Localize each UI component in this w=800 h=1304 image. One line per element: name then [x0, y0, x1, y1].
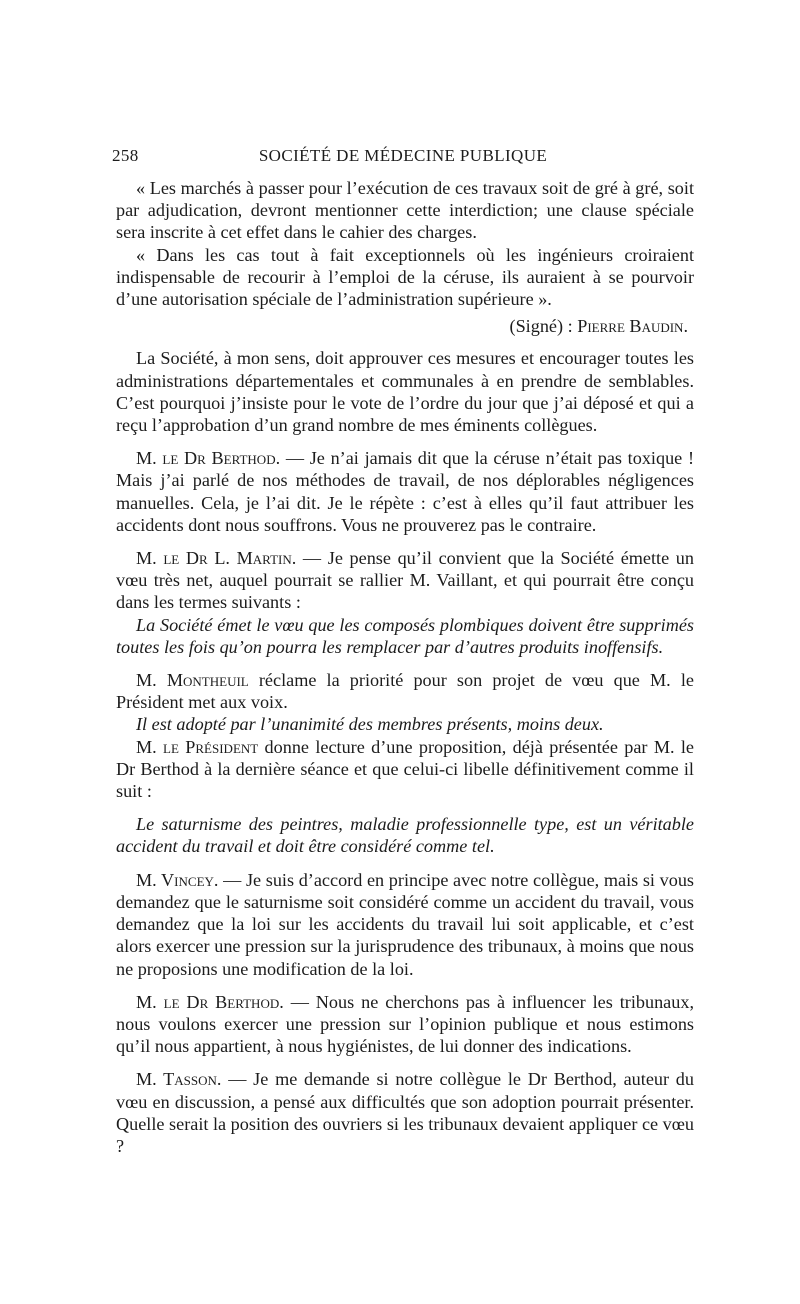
vote-result: Il est adopté par l’unanimité des membres présents, moins deux. [136, 714, 604, 735]
signature-line [116, 315, 688, 337]
speech-paragraph [116, 1068, 694, 1157]
signature-name: Pierre Baudin. [577, 316, 688, 337]
speech-paragraph [116, 547, 694, 614]
speech-paragraph [116, 447, 694, 536]
speech-paragraph [116, 991, 694, 1058]
speech-text: — Je pense qu’il convient que la Société émette un vœu très net, auquel pourrait se rallier M. Vaillant, et qui pourrait être conçu dans les termes suivants : [116, 548, 694, 613]
speech-paragraph [116, 736, 694, 803]
speech-text: réclame la priorité pour son projet de vœu que M. le Président met aux voix. [116, 670, 694, 713]
speech-text: — Je n’ai jamais dit que la céruse n’était pas toxique ! Mais j’ai parlé de nos méthodes de travail, de nos déplorables négligences manuelles. Cela, je l’ai dit. Je le répète : c’est à elles qu’il faut attribuer les accidents dont nous souffrons. Vous ne prouverez pas le contraire. [116, 448, 694, 535]
page-body [116, 177, 694, 1157]
speech-paragraph [116, 869, 694, 980]
body-paragraph: La Société, à mon sens, doit approuver ces mesures et encourager toutes les administrations départementales et communales à en prendre de semblables. C’est pourquoi j’insiste pour le vote de l’ordre du jour que j’ai déposé et qui a reçu l’approbation d’un grand nombre de mes éminents collègues. [116, 348, 694, 436]
speech-text: — Nous ne cherchons pas à influencer les tribunaux, nous voulons exercer une pression sur l’opinion publique et nous estimons qu’il nous appartient, à nous hygiénistes, de lui donner des indications. [116, 991, 694, 1057]
speech-paragraph [116, 669, 694, 713]
speech-text: — Je me demande si notre collègue le Dr Berthod, auteur du vœu en discussion, a pensé aux difficultés que son adoption pourrait présenter. Quelle serait la position des ouvriers si les tribunaux devaient appliquer ce vœu ? [116, 1069, 694, 1156]
speaker-name: M. Montheuil [136, 670, 249, 691]
signature-prefix: (Signé) : [509, 316, 578, 337]
resolution-paragraph: La Société émet le vœu que les composés plombiques doivent être supprimés toutes les fois qu’on pourra les remplacer par d’autres produits inoffensifs. [116, 614, 694, 657]
running-title: SOCIÉTÉ DE MÉDECINE PUBLIQUE [258, 146, 548, 165]
speaker-name: M. le Dr Berthod. [136, 991, 284, 1012]
speaker-name: M. le Dr L. Martin. [136, 548, 297, 569]
speaker-name: M. Vincey. [136, 869, 219, 890]
page-number: 258 [112, 146, 139, 165]
quote-paragraph: « Dans les cas tout à fait exceptionnels où les ingénieurs croiraient indispensable de recourir à l’emploi de la céruse, ils auraient à se pourvoir d’une autorisation spéciale de l’administration supérieure ». [116, 244, 694, 310]
resolution-paragraph: Le saturnisme des peintres, maladie professionnelle type, est un véritable accident du travail et doit être considéré comme tel. [116, 814, 694, 857]
speech-text: donne lecture d’une proposition, déjà présentée par M. le Dr Berthod à la dernière séance et que celui-ci libelle définitivement comme il suit : [116, 736, 694, 802]
speaker-name: M. le Président [136, 736, 259, 757]
running-header [112, 146, 694, 168]
speaker-name: M. Tasson. [136, 1069, 222, 1090]
speaker-name: M. le Dr Berthod. [136, 448, 281, 469]
speech-text: — Je suis d’accord en principe avec notre collègue, mais si vous demandez que le saturnisme soit considéré comme un accident du travail, vous demandez que la loi sur les accidents du travail lui soit applicable, et c’est alors exercer une pression sur la jurisprudence des tribunaux, à moins que nous ne proposions une modification de la loi. [116, 869, 694, 979]
quote-paragraph: « Les marchés à passer pour l’exécution de ces travaux soit de gré à gré, soit par adjudication, devront mentionner cette interdiction; une clause spéciale sera inscrite à cet effet dans le cahier des charges. [116, 178, 694, 243]
